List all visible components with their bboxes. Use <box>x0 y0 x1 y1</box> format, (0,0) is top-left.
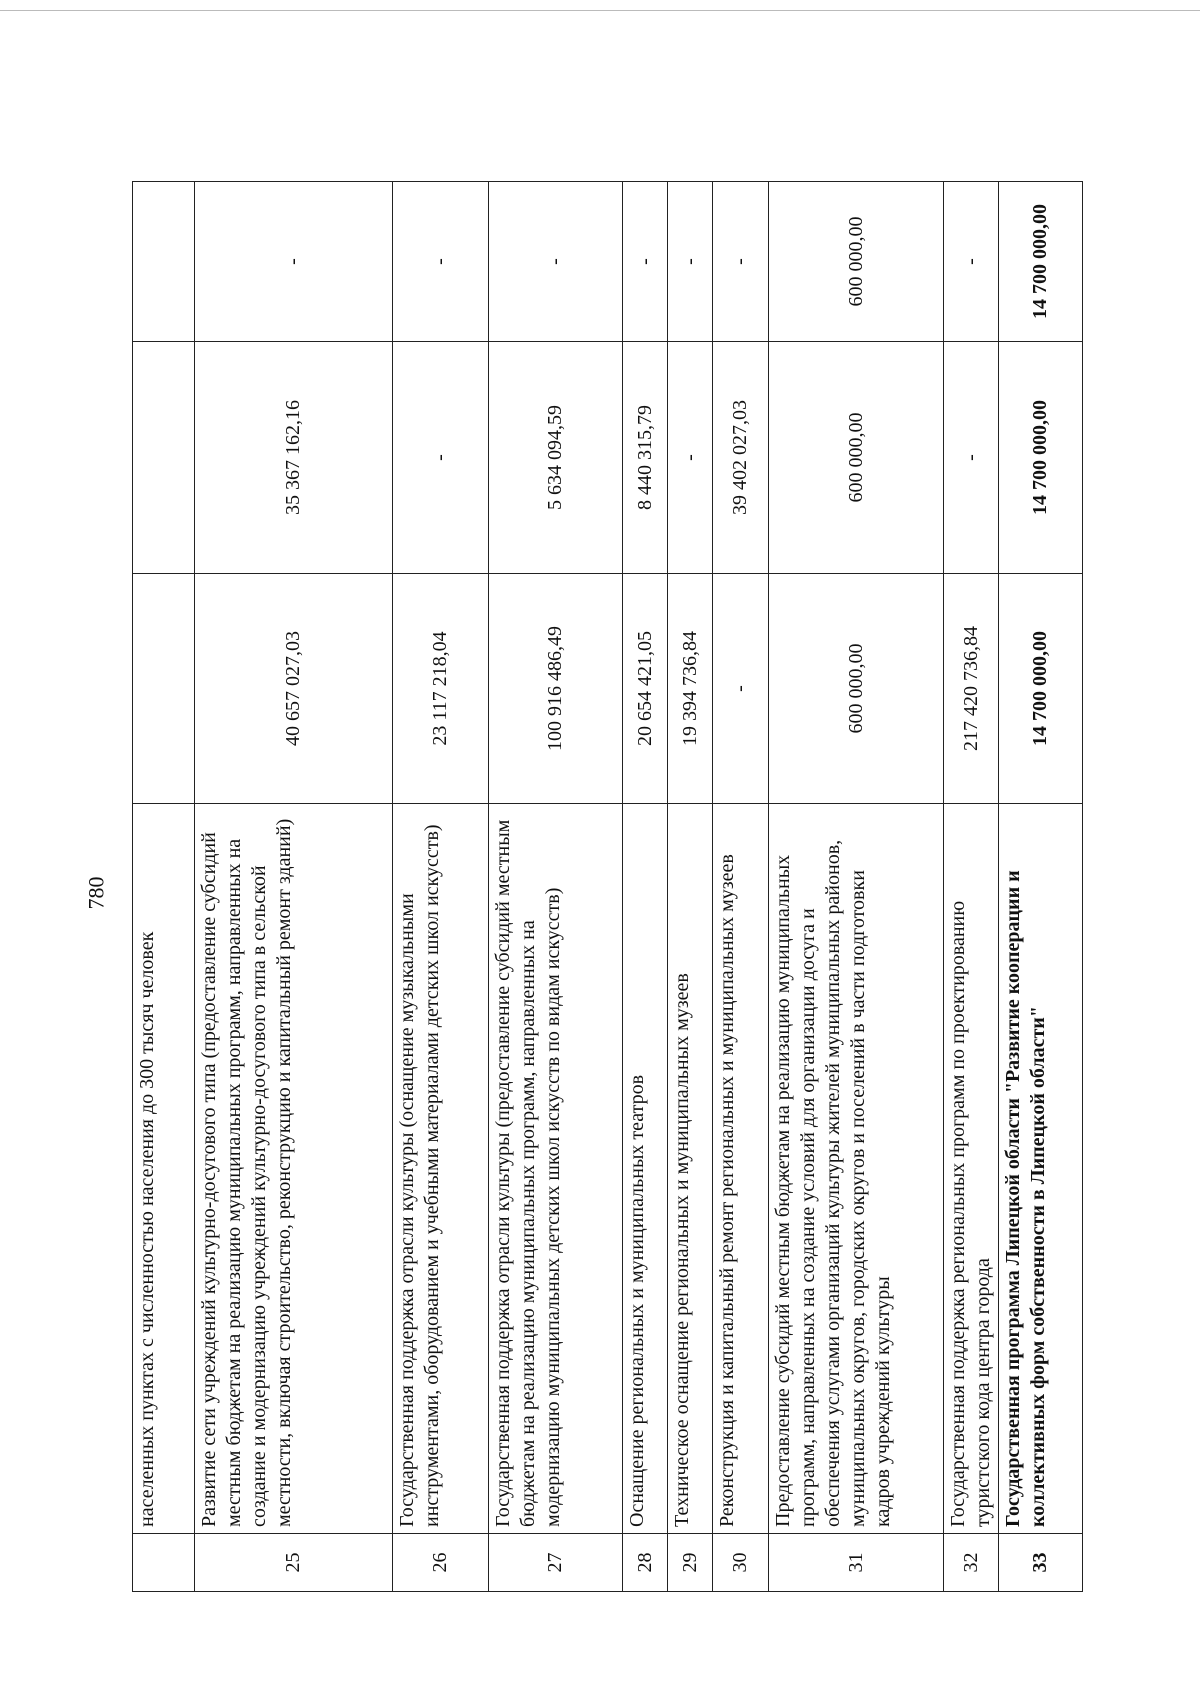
row-value-2-cell: 5 634 094,59 <box>489 342 623 574</box>
row-value-1-cell: 217 420 736,84 <box>944 574 999 804</box>
row-value-2-cell <box>133 342 195 574</box>
row-value-1-cell: 100 916 486,49 <box>489 574 623 804</box>
row-description-cell: Государственная поддержка региональных программ по проектированию туристского кода центра города <box>944 804 999 1534</box>
row-description-cell: Развитие сети учреждений культурно-досугового типа (предоставление субсидий местным бюджетам на реализацию муниципальных программ, направленных на создание и модернизацию учреждений культурно-досугового типа в сельской местности, включая строительство, реконструкцию и капитальный ремонт зданий) <box>195 804 393 1534</box>
row-description-cell: Государственная поддержка отрасли культуры (предоставление субсидий местным бюджетам на реализацию муниципальных программ, направленных на модернизацию муниципальных детских школ искусств по видам искусств) <box>489 804 623 1534</box>
row-value-2-cell: 14 700 000,00 <box>999 342 1083 574</box>
page-number: 780 <box>83 876 109 910</box>
row-number-cell: 33 <box>999 1534 1083 1592</box>
row-value-2-cell: 8 440 315,79 <box>623 342 668 574</box>
row-description-cell: Оснащение региональных и муниципальных театров <box>623 804 668 1534</box>
row-description-cell: Реконструкция и капитальный ремонт региональных и муниципальных музеев <box>713 804 769 1534</box>
row-value-1-cell: 14 700 000,00 <box>999 574 1083 804</box>
table-row <box>489 182 623 1592</box>
row-value-3-cell <box>133 182 195 342</box>
row-value-3-cell: - <box>195 182 393 342</box>
row-value-3-cell: - <box>944 182 999 342</box>
row-value-1-cell: 600 000,00 <box>769 574 944 804</box>
row-value-3-cell: - <box>713 182 769 342</box>
row-value-2-cell: - <box>944 342 999 574</box>
row-number-cell: 25 <box>195 1534 393 1592</box>
row-value-2-cell: 600 000,00 <box>769 342 944 574</box>
row-value-2-cell: - <box>393 342 489 574</box>
row-description-cell: Техническое оснащение региональных и муниципальных музеев <box>668 804 713 1534</box>
scan-edge-line <box>0 10 1200 11</box>
row-value-3-cell: 600 000,00 <box>769 182 944 342</box>
row-value-1-cell: 19 394 736,84 <box>668 574 713 804</box>
table-row <box>133 182 195 1592</box>
table-row <box>713 182 769 1592</box>
row-value-3-cell: - <box>489 182 623 342</box>
table-row <box>944 182 999 1592</box>
row-value-2-cell: - <box>668 342 713 574</box>
row-number-cell: 30 <box>713 1534 769 1592</box>
row-value-2-cell: 35 367 162,16 <box>195 342 393 574</box>
row-number-cell <box>133 1534 195 1592</box>
row-value-3-cell: 14 700 000,00 <box>999 182 1083 342</box>
row-number-cell: 31 <box>769 1534 944 1592</box>
row-description-cell: Предоставление субсидий местным бюджетам на реализацию муниципальных программ, направленных на создание условий для организации досуга и обеспечения услугами организаций культуры жителей муниципальных районов, муниципальных округов, городских округов и поселений в части подготовки кадров учреждений культуры <box>769 804 944 1534</box>
row-value-3-cell: - <box>393 182 489 342</box>
row-value-3-cell: - <box>623 182 668 342</box>
row-description-cell: Государственная поддержка отрасли культуры (оснащение музыкальными инструментами, оборудованием и учебными материалами детских школ искусств) <box>393 804 489 1534</box>
row-value-1-cell: 20 654 421,05 <box>623 574 668 804</box>
row-value-1-cell: - <box>713 574 769 804</box>
row-number-cell: 27 <box>489 1534 623 1592</box>
budget-table <box>132 181 1083 1592</box>
row-value-1-cell: 23 117 218,04 <box>393 574 489 804</box>
table-row <box>668 182 713 1592</box>
rotated-page-content <box>132 182 1112 1592</box>
row-value-1-cell: 40 657 027,03 <box>195 574 393 804</box>
row-number-cell: 32 <box>944 1534 999 1592</box>
row-value-1-cell <box>133 574 195 804</box>
table-row <box>623 182 668 1592</box>
table-body <box>133 182 1083 1592</box>
row-number-cell: 28 <box>623 1534 668 1592</box>
row-value-3-cell: - <box>668 182 713 342</box>
row-description-cell: Государственная программа Липецкой области "Развитие кооперации и коллективных форм собственности в Липецкой области" <box>999 804 1083 1534</box>
row-value-2-cell: 39 402 027,03 <box>713 342 769 574</box>
table-row <box>769 182 944 1592</box>
row-number-cell: 26 <box>393 1534 489 1592</box>
table-row <box>195 182 393 1592</box>
row-number-cell: 29 <box>668 1534 713 1592</box>
row-description-cell: населенных пунктах с численностью населения до 300 тысяч человек <box>133 804 195 1534</box>
table-row <box>393 182 489 1592</box>
table-row <box>999 182 1083 1592</box>
